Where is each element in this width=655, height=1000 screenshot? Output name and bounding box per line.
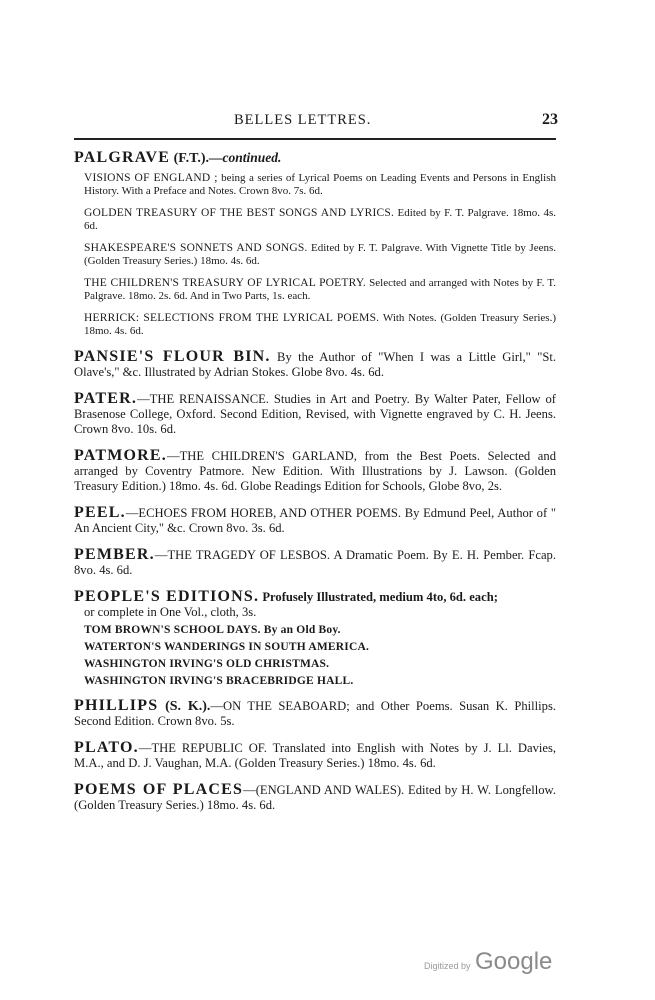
entry-head: [74, 150, 556, 166]
entry-text: —THE CHILDREN'S GARLAND, from the Best Poets. Selected and arranged by Coventry Patmore. New Edition. With Illustrations by J. Lawson. (Golden Treasury Edition.) 18mo. 4s. 6d. Globe Readings Edition for Schools, Globe 8vo, 2s.: [74, 449, 556, 493]
book-title: GOLDEN TREASURY OF THE BEST SONGS AND LYRICS.: [84, 207, 395, 219]
page-content: [74, 108, 556, 824]
entry-phillips: [74, 698, 556, 729]
entry-text: —THE REPUBLIC OF. Translated into English with Notes by J. Ll. Davies, M.A., and D. J. Vaughan, M.A. (Golden Treasury Series.) 18mo. 4s. 6d.: [74, 741, 556, 770]
author-name: POEMS OF PLACES: [74, 781, 244, 798]
page-number: 23: [542, 111, 558, 128]
entry-text-continued: or complete in One Vol., cloth, 3s.: [84, 605, 257, 619]
book-details: Edited by F. T. Palgrave. With Vignette Title by Jeens. (Golden Treasury Series.) 18mo. 4s. 6d.: [84, 242, 557, 267]
book-title: HERRICK: SELECTIONS FROM THE LYRICAL POEMS.: [84, 312, 380, 324]
author-initials: (S. K.).: [158, 699, 211, 714]
book-title: VISIONS OF ENGLAND ;: [84, 172, 218, 184]
list-item: [84, 172, 556, 198]
book-details: Selected and arranged with Notes by F. T. Palgrave. 18mo. 2s. 6d. And in Two Parts, 1s. each.: [84, 277, 556, 302]
running-head: [74, 108, 556, 134]
list-item: [84, 242, 556, 268]
list-item: WASHINGTON IRVING'S OLD CHRISTMAS.: [84, 658, 330, 670]
list-item: [84, 207, 556, 233]
list-item: WASHINGTON IRVING'S BRACEBRIDGE HALL.: [84, 675, 354, 687]
list-item: [84, 277, 556, 303]
author-name: PATMORE.: [74, 447, 167, 464]
author-name: PLATO.: [74, 739, 139, 756]
entry-pansie: [74, 349, 556, 380]
entry-poems-of-places: [74, 782, 556, 813]
author-name: PEEL.: [74, 504, 126, 521]
book-details: Edited by F. T. Palgrave. 18mo. 4s. 6d.: [84, 207, 556, 232]
digitized-label: Digitized by: [424, 961, 471, 971]
entry-peel: [74, 505, 556, 536]
running-title: BELLES LETTRES.: [234, 112, 372, 128]
list-item: TOM BROWN'S SCHOOL DAYS. By an Old Boy.: [84, 624, 341, 636]
book-details: being a series of Lyrical Poems on Leading Events and Persons in English History. With a Preface and Notes. Crown 8vo. 7s. 6d.: [84, 172, 556, 197]
entry-peoples-editions: [74, 589, 556, 687]
book-title: SHAKESPEARE'S SONNETS AND SONGS.: [84, 242, 308, 254]
author-name: PANSIE'S FLOUR BIN.: [74, 348, 271, 365]
author-name: PATER.: [74, 390, 138, 407]
author-name: PEOPLE'S EDITIONS.: [74, 588, 260, 605]
continued-label: —continued.: [209, 150, 282, 165]
entry-head: [74, 589, 556, 605]
entry-text: —(ENGLAND AND WALES). Edited by H. W. Longfellow. (Golden Treasury Series.) 18mo. 4s. 6d.: [74, 783, 556, 812]
entry-text: —THE RENAISSANCE. Studies in Art and Poetry. By Walter Pater, Fellow of Brasenose College, Oxford. Second Edition, Revised, with Vignette engraved by C. H. Jeens. Crown 8vo. 10s. 6d.: [74, 392, 556, 436]
google-logo: Google: [474, 948, 553, 975]
entry-text: —THE TRAGEDY OF LESBOS. A Dramatic Poem. By E. H. Pember. Fcap. 8vo. 4s. 6d.: [74, 548, 556, 577]
entry-text: —ON THE SEABOARD; and Other Poems. Susan K. Phillips. Second Edition. Crown 8vo. 5s.: [74, 699, 556, 728]
digitized-by-google-watermark: [424, 948, 552, 976]
entry-palgrave: [74, 150, 556, 338]
book-title: THE CHILDREN'S TREASURY OF LYRICAL POETRY.: [84, 277, 366, 289]
list-item: WATERTON'S WANDERINGS IN SOUTH AMERICA.: [84, 641, 370, 653]
author-name: PEMBER.: [74, 546, 155, 563]
entry-pater: [74, 391, 556, 437]
entry-text: Profusely Illustrated, medium 4to, 6d. each;: [259, 590, 498, 604]
entry-plato: [74, 740, 556, 771]
entry-pember: [74, 547, 556, 578]
book-details: With Notes. (Golden Treasury Series.) 18mo. 4s. 6d.: [84, 312, 556, 337]
author-initials: (F.T.).: [170, 151, 210, 166]
list-item: [84, 312, 556, 338]
entry-text: By the Author of "When I was a Little Girl," "St. Olave's," &c. Illustrated by Adrian Stokes. Globe 8vo. 4s. 6d.: [74, 350, 557, 379]
entry-text: —ECHOES FROM HOREB, AND OTHER POEMS. By Edmund Peel, Author of " An Ancient City," &c. Crown 8vo. 3s. 6d.: [74, 506, 556, 535]
author-name: PALGRAVE: [74, 149, 171, 166]
author-name: PHILLIPS: [74, 697, 159, 714]
header-rule: [74, 138, 556, 140]
entry-patmore: [74, 448, 556, 494]
